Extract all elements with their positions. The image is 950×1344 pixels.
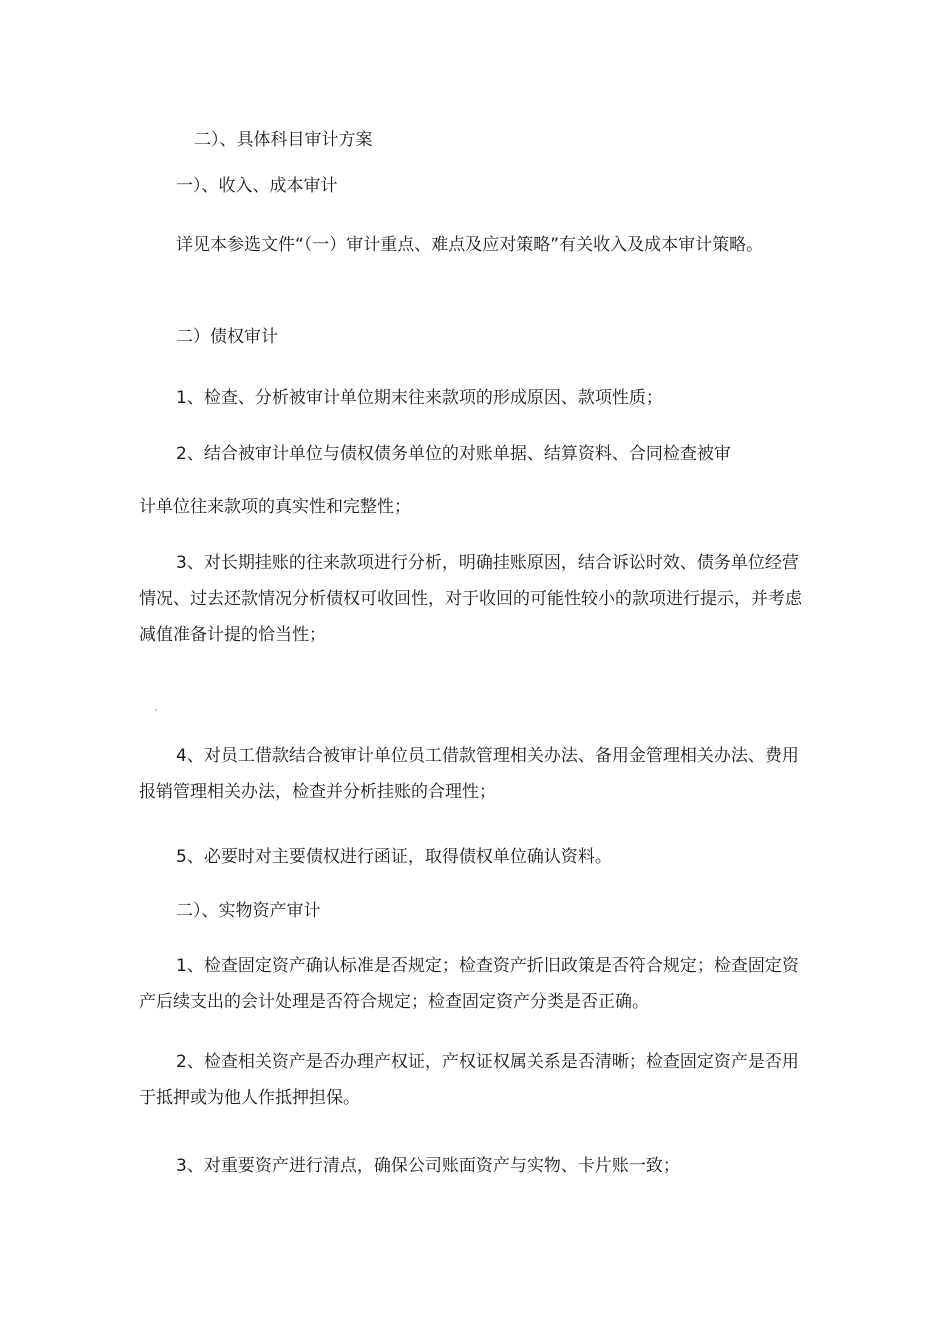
paragraph-receivables-1: 1、检查、分析被审计单位期末往来款项的形成原因、款项性质； bbox=[176, 388, 663, 408]
paragraph-revenue-cost: 详见本参选文件“（一）审计重点、难点及应对策略”有关收入及成本审计策略。 bbox=[176, 235, 764, 255]
paragraph-receivables-2-line2: 计单位往来款项的真实性和完整性； bbox=[139, 497, 411, 517]
paragraph-receivables-3: 3、对长期挂账的往来款项进行分析，明确挂账原因，结合诉讼时效、债务单位经营情况、过去还款情况分析债权可收回性，对于收回的可能性较小的款项进行提示，并考虑减值准备计提的恰当性； bbox=[139, 553, 802, 645]
paragraph-receivables-2-line1: 2、结合被审计单位与债权债务单位的对账单据、结算资料、合同检查被审 bbox=[176, 444, 731, 464]
subsection-heading-physical-assets: 二）、实物资产审计 bbox=[176, 901, 321, 921]
stray-mark: ' bbox=[155, 708, 158, 717]
subsection-heading-receivables: 二）债权审计 bbox=[176, 327, 278, 347]
paragraph-assets-3: 3、对重要资产进行清点，确保公司账面资产与实物、卡片账一致； bbox=[176, 1156, 680, 1176]
paragraph-assets-1: 1、检查固定资产确认标准是否规定；检查资产折旧政策是否符合规定；检查固定资产后续支出的会计处理是否符合规定；检查固定资产分类是否正确。 bbox=[139, 956, 799, 1012]
subsection-heading-revenue-cost: 一）、收入、成本审计 bbox=[176, 176, 338, 196]
section-heading: 二）、具体科目审计方案 bbox=[194, 130, 373, 150]
paragraph-receivables-4: 4、对员工借款结合被审计单位员工借款管理相关办法、备用金管理相关办法、费用报销管理相关办法，检查并分析挂账的合理性； bbox=[139, 746, 799, 802]
paragraph-receivables-5: 5、必要时对主要债权进行函证，取得债权单位确认资料。 bbox=[176, 847, 612, 867]
paragraph-assets-2: 2、检查相关资产是否办理产权证，产权证权属关系是否清晰；检查固定资产是否用于抵押或为他人作抵押担保。 bbox=[139, 1052, 799, 1108]
